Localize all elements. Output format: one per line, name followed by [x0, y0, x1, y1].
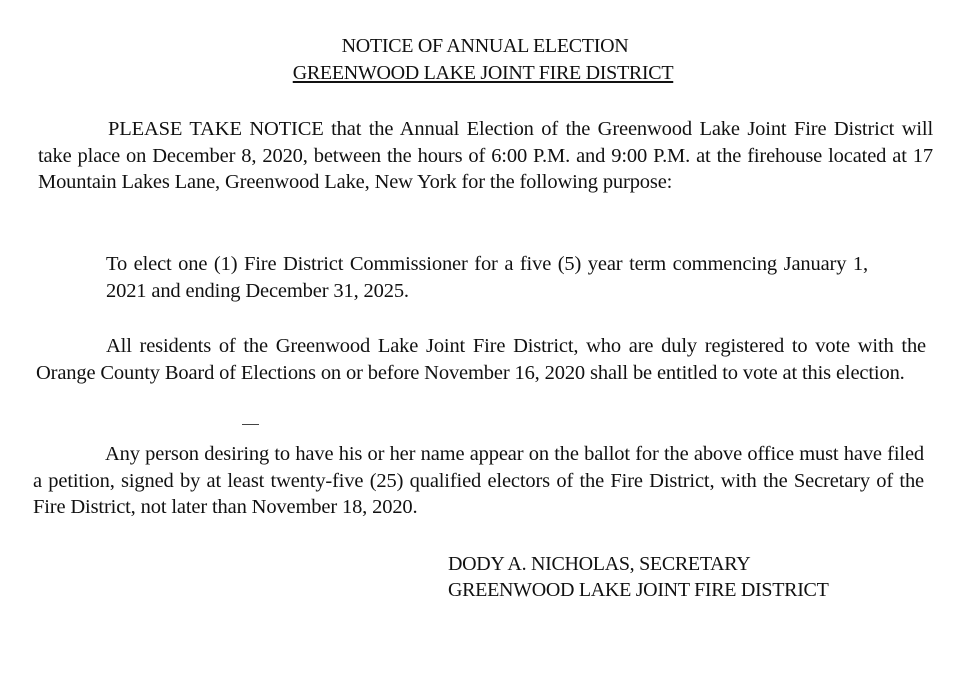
petition-paragraph — [33, 441, 924, 521]
notice-paragraph — [38, 116, 933, 196]
notice-title: NOTICE OF ANNUAL ELECTION — [341, 35, 629, 57]
petition-paragraph-text: Any person desiring to have his or her name appear on the ballot for the above office must have filed a petition, signed by at least twenty-five (25) qualified electors of the Fire District, with the Secretary of the Fire District, not later than November 18, 2020. — [33, 443, 924, 518]
signatory-name: DODY A. NICHOLAS, SECRETARY — [448, 553, 751, 575]
notice-paragraph-text: PLEASE TAKE NOTICE that the Annual Election of the Greenwood Lake Joint Fire District will take place on December 8, 2020, between the hours of 6:00 P.M. and 9:00 P.M. at the firehouse located at 17 Mountain Lakes Lane, Greenwood Lake, New York for the following purpose: — [38, 118, 933, 193]
residents-paragraph — [36, 333, 926, 386]
purpose-paragraph — [106, 251, 868, 304]
stray-scan-mark — [242, 424, 259, 425]
residents-paragraph-text: All residents of the Greenwood Lake Joint Fire District, who are duly registered to vote with the Orange County Board of Elections on or before November 16, 2020 shall be entitled to vote at this election. — [36, 335, 926, 384]
notice-subtitle: GREENWOOD LAKE JOINT FIRE DISTRICT — [292, 62, 674, 84]
signatory-organization: GREENWOOD LAKE JOINT FIRE DISTRICT — [448, 579, 829, 601]
purpose-paragraph-text: To elect one (1) Fire District Commissioner for a five (5) year term commencing January 1, 2021 and ending December 31, 2025. — [106, 253, 868, 302]
